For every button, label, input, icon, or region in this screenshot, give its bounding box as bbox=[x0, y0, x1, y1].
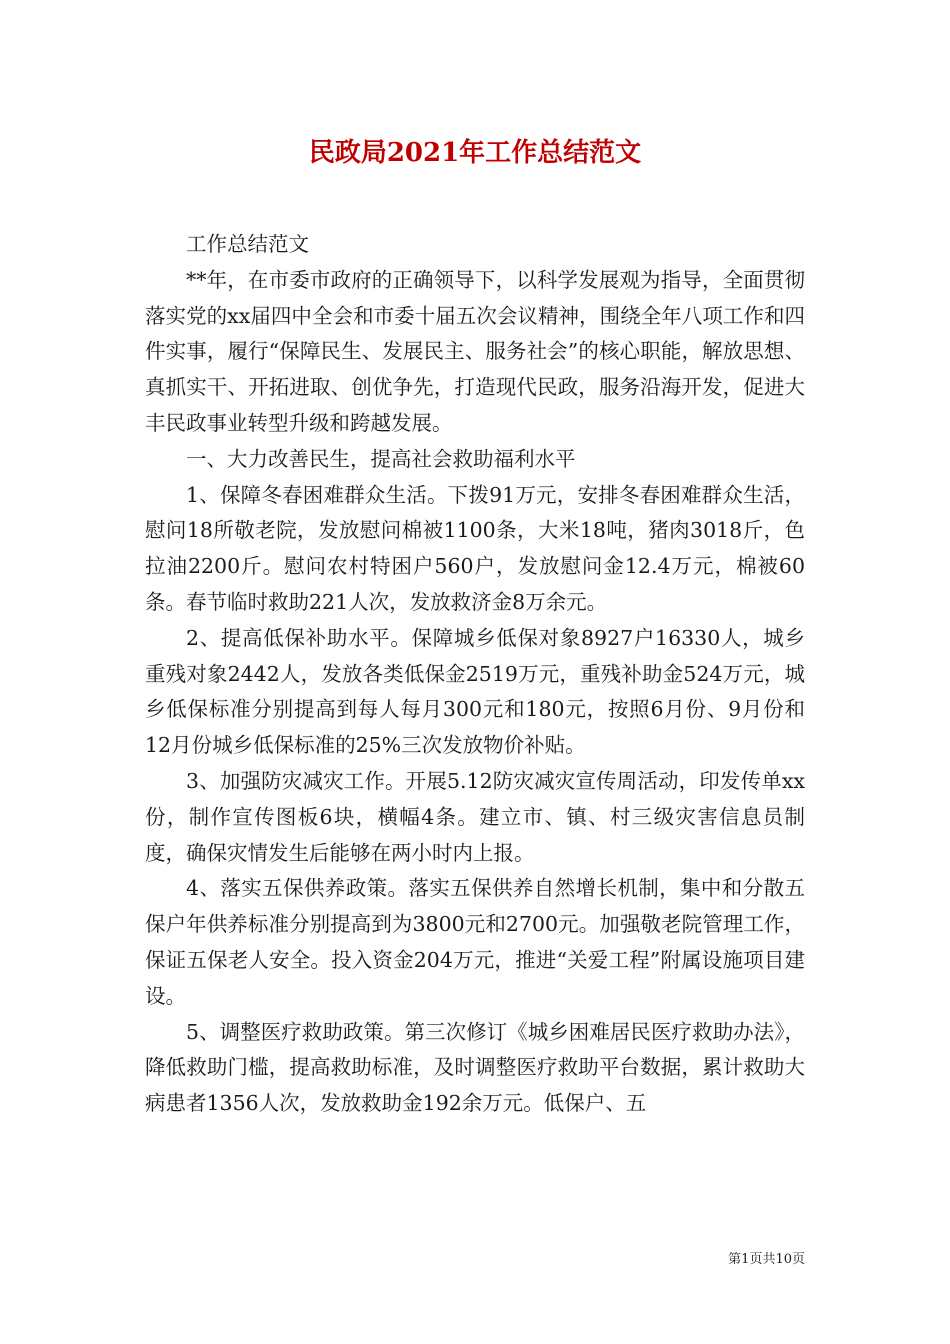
document-body bbox=[145, 227, 805, 1122]
paragraph-intro: **年，在市委市政府的正确领导下，以科学发展观为指导，全面贯彻落实党的xx届四中全会和市委十届五次会议精神，围绕全年八项工作和四件实事，履行“保障民生、发展民主、服务社会”的核心职能，解放思想、真抓实干、开拓进取、创优争先，打造现代民政，服务沿海开发，促进大丰民政事业转型升级和跨越发展。 bbox=[145, 267, 805, 435]
paragraph-subtitle: 工作总结范文 bbox=[186, 232, 309, 256]
paragraph-item-2: 2、提高低保补助水平。保障城乡低保对象8927户16330人，城乡重残对象2442人，发放各类低保金2519万元，重残补助金524万元，城乡低保标准分别提高到每人每月300元和180元，按照6月份、9月份和12月份城乡低保标准的25%三次发放物价补贴。 bbox=[145, 625, 805, 758]
paragraph-item-1: 1、保障冬春困难群众生活。下拨91万元，安排冬春困难群众生活，慰问18所敬老院，发放慰问棉被1100条，大米18吨，猪肉3018斤，色拉油2200斤。慰问农村特困户560户，发放慰问金12.4万元，棉被60条。春节临时救助221人次，发放救济金8万余元。 bbox=[145, 482, 805, 614]
section-heading: 一、大力改善民生，提高社会救助福利水平 bbox=[186, 446, 576, 471]
paragraph-item-4: 4、落实五保供养政策。落实五保供养自然增长机制，集中和分散五保户年供养标准分别提高到为3800元和2700元。加强敬老院管理工作，保证五保老人安全。投入资金204万元，推进“关爱工程”附属设施项目建设。 bbox=[145, 876, 805, 1008]
page-number: 第1页共10页 bbox=[728, 1252, 805, 1267]
paragraph-item-3: 3、加强防灾减灾工作。开展5.12防灾减灾宣传周活动，印发传单xx份，制作宣传图板6块，横幅4条。建立市、镇、村三级灾害信息员制度，确保灾情发生后能够在两小时内上报。 bbox=[145, 768, 805, 865]
document-title: 民政局2021年工作总结范文 bbox=[308, 138, 642, 168]
paragraph-item-5: 5、调整医疗救助政策。第三次修订《城乡困难居民医疗救助办法》，降低救助门槛，提高救助标准，及时调整医疗救助平台数据，累计救助大病患者1356人次，发放救助金192余万元。低保户、五 bbox=[145, 1019, 805, 1116]
